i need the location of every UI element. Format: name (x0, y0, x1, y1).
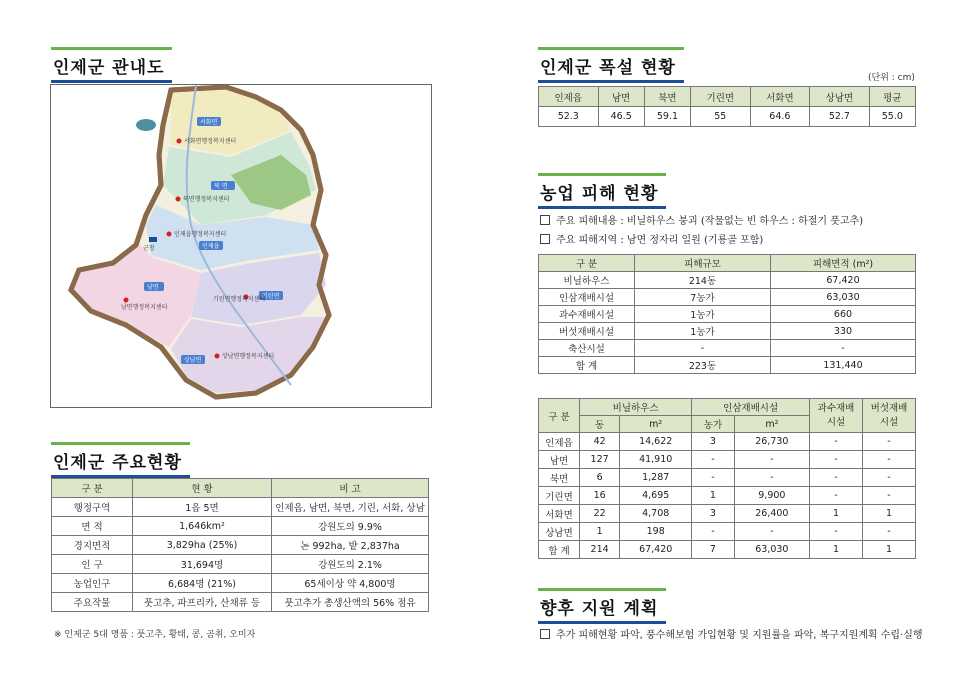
snow-value: 52.7 (810, 107, 870, 127)
office-marker-nam (124, 298, 129, 303)
detail-cell: 198 (620, 523, 692, 541)
detail-header-ginseng: 인삼재배시설 (692, 399, 810, 416)
damage-cell: 과수재배시설 (539, 306, 635, 323)
damage-header-row (539, 255, 916, 272)
plan-bullet-1 (540, 626, 923, 641)
overview-row (52, 498, 429, 517)
detail-cell: - (863, 487, 916, 505)
snow-value: 55.0 (869, 107, 915, 127)
detail-cell: 1 (580, 523, 620, 541)
snow-value: 59.1 (644, 107, 690, 127)
damage-total-cell: 131,440 (771, 357, 916, 374)
detail-cell: 22 (580, 505, 620, 523)
detail-cell: 26,400 (734, 505, 809, 523)
label-nam: 남면 (147, 284, 159, 291)
detail-cell: - (863, 433, 916, 451)
damage-row (539, 272, 916, 289)
detail-cell: 63,030 (734, 541, 809, 559)
snow-header: 서화면 (750, 87, 810, 107)
damage-heading: 농업 피해 현황 (538, 177, 666, 207)
office-marker-seohwa (177, 139, 182, 144)
detail-cell: 4,708 (620, 505, 692, 523)
overview-cell: 인 구 (52, 555, 133, 574)
detail-cell: 1 (810, 505, 863, 523)
overview-cell: 풋고추가 총생산액의 56% 점유 (272, 593, 429, 612)
overview-cell: 풋고추, 파프리카, 산채류 등 (133, 593, 272, 612)
overview-header: 구 분 (52, 479, 133, 498)
overview-header: 현 황 (133, 479, 272, 498)
detail-cell: - (863, 451, 916, 469)
overview-cell: 경지면적 (52, 536, 133, 555)
office-buk: 북면행정복지센터 (183, 196, 230, 203)
overview-row (52, 555, 429, 574)
damage-cell: 63,030 (771, 289, 916, 306)
detail-cell: 42 (580, 433, 620, 451)
detail-row (539, 505, 916, 523)
detail-cell: 1 (692, 487, 735, 505)
snow-header: 상남면 (810, 87, 870, 107)
snow-header: 평균 (869, 87, 915, 107)
detail-cell: 1 (863, 541, 916, 559)
damage-bullet-text: 주요 피해내용 : 비닐하우스 붕괴 (작물없는 빈 하우스 : 하절기 풋고추) (556, 216, 864, 227)
damage-total-cell: 합 계 (539, 357, 635, 374)
overview-row (52, 536, 429, 555)
detail-cell: 인제읍 (539, 433, 580, 451)
snow-table (538, 86, 916, 127)
detail-row (539, 451, 916, 469)
detail-cell: - (863, 469, 916, 487)
detail-cell: - (810, 523, 863, 541)
detail-subheader: m² (620, 416, 692, 433)
detail-cell: 1 (863, 505, 916, 523)
plan-bullet-text: 추가 피해현황 파악, 풍수해보험 가입현황 및 지원률을 파악, 복구지원계획 수립·실행 (556, 630, 923, 641)
overview-cell: 농업인구 (52, 574, 133, 593)
map-heading: 인제군 관내도 (51, 51, 172, 81)
detail-cell: - (734, 451, 809, 469)
overview-cell: 6,684명 (21%) (133, 574, 272, 593)
detail-subheader: 동 (580, 416, 620, 433)
damage-header: 구 분 (539, 255, 635, 272)
damage-row (539, 289, 916, 306)
detail-row (539, 487, 916, 505)
overview-cell: 인제읍, 남면, 북면, 기린, 서화, 상남 (272, 498, 429, 517)
damage-cell: - (635, 340, 771, 357)
snow-unit: (단위 : cm) (868, 73, 915, 83)
overview-row (52, 593, 429, 612)
snow-value: 52.3 (539, 107, 599, 127)
detail-subheader: m² (734, 416, 809, 433)
snow-header: 북면 (644, 87, 690, 107)
detail-header-div: 구 분 (539, 399, 580, 433)
overview-cell: 행정구역 (52, 498, 133, 517)
detail-cell: - (734, 469, 809, 487)
damage-cell: 축산시설 (539, 340, 635, 357)
office-marker-buk (176, 197, 181, 202)
office-marker-sangnam (215, 354, 220, 359)
checkbox-icon (540, 215, 550, 225)
damage-total-cell: 223동 (635, 357, 771, 374)
detail-cell: - (810, 487, 863, 505)
label-buk: 북 면 (214, 183, 228, 190)
damage-cell: 1농가 (635, 323, 771, 340)
overview-cell: 1읍 5면 (133, 498, 272, 517)
detail-cell: 7 (692, 541, 735, 559)
damage-row (539, 340, 916, 357)
overview-cell: 1,646km² (133, 517, 272, 536)
damage-header: 피해면적 (m²) (771, 255, 916, 272)
detail-cell: - (863, 523, 916, 541)
overview-cell: 면 적 (52, 517, 133, 536)
damage-cell: 330 (771, 323, 916, 340)
office-inje: 인제읍행정복지센터 (174, 231, 227, 238)
damage-cell: 1농가 (635, 306, 771, 323)
overview-cell: 강원도의 2.1% (272, 555, 429, 574)
detail-cell: - (810, 433, 863, 451)
damage-bullet-2 (540, 231, 763, 246)
overview-cell: 3,829ha (25%) (133, 536, 272, 555)
inje-county-map (50, 84, 432, 408)
overview-row (52, 517, 429, 536)
snow-value: 64.6 (750, 107, 810, 127)
detail-row (539, 523, 916, 541)
detail-row (539, 433, 916, 451)
detail-cell: 1,287 (620, 469, 692, 487)
overview-header-row (52, 479, 429, 498)
snow-value-row (539, 107, 916, 127)
detail-cell: 4,695 (620, 487, 692, 505)
detail-cell: 6 (580, 469, 620, 487)
detail-cell: 127 (580, 451, 620, 469)
snow-header-row (539, 87, 916, 107)
overview-cell: 65세이상 약 4,800명 (272, 574, 429, 593)
label-inje: 인제읍 (202, 243, 220, 250)
damage-cell: 660 (771, 306, 916, 323)
detail-cell: 14,622 (620, 433, 692, 451)
damage-row (539, 306, 916, 323)
snow-header: 인제읍 (539, 87, 599, 107)
detail-cell: 남면 (539, 451, 580, 469)
damage-table (538, 254, 916, 374)
detail-header-fruit: 과수재배 시설 (810, 399, 863, 433)
detail-header-mushroom: 버섯재배 시설 (863, 399, 916, 433)
detail-cell: - (734, 523, 809, 541)
office-nam: 남면행정복지센터 (121, 304, 168, 311)
plan-heading: 향후 지원 계획 (538, 592, 666, 622)
detail-cell: 북면 (539, 469, 580, 487)
detail-cell: 9,900 (734, 487, 809, 505)
damage-cell: 7농가 (635, 289, 771, 306)
detail-cell: - (692, 451, 735, 469)
detail-cell: 3 (692, 433, 735, 451)
detail-cell: 합 계 (539, 541, 580, 559)
office-girin: 기린면행정복지센터 (213, 296, 266, 303)
detail-cell: 1 (810, 541, 863, 559)
office-marker-inje (167, 232, 172, 237)
overview-cell: 주요작물 (52, 593, 133, 612)
detail-header-row-1 (539, 399, 916, 416)
detail-cell: 3 (692, 505, 735, 523)
checkbox-icon (540, 629, 550, 639)
checkbox-icon (540, 234, 550, 244)
overview-row (52, 574, 429, 593)
overview-cell: 논 992ha, 밭 2,837ha (272, 536, 429, 555)
detail-row (539, 469, 916, 487)
county-office-label: 군청 (143, 245, 155, 252)
detail-cell: 서화면 (539, 505, 580, 523)
snow-value: 55 (691, 107, 751, 127)
damage-bullet-text: 주요 피해지역 : 남면 정자리 일원 (기룡골 포함) (556, 235, 764, 246)
damage-header: 피해규모 (635, 255, 771, 272)
overview-table (51, 478, 429, 612)
detail-cell: 상남면 (539, 523, 580, 541)
damage-cell: 비닐하우스 (539, 272, 635, 289)
damage-bullet-1 (540, 212, 863, 227)
snow-value: 46.5 (598, 107, 644, 127)
overview-cell: 강원도의 9.9% (272, 517, 429, 536)
detail-cell: 214 (580, 541, 620, 559)
label-seohwa: 서화면 (200, 119, 218, 126)
overview-note: ※ 인제군 5대 명품 : 풋고추, 황태, 콩, 곰취, 오미자 (54, 630, 256, 640)
snow-header: 기린면 (691, 87, 751, 107)
detail-cell: - (692, 469, 735, 487)
detail-cell: - (810, 469, 863, 487)
detail-total-row (539, 541, 916, 559)
county-office-marker (149, 237, 157, 242)
damage-cell: 214동 (635, 272, 771, 289)
overview-cell: 31,694명 (133, 555, 272, 574)
detail-cell: - (692, 523, 735, 541)
label-girin: 기린면 (262, 293, 280, 300)
damage-cell: 인삼재배시설 (539, 289, 635, 306)
damage-cell: - (771, 340, 916, 357)
detail-cell: 67,420 (620, 541, 692, 559)
detail-cell: 기린면 (539, 487, 580, 505)
damage-total-row (539, 357, 916, 374)
office-seohwa: 서화면행정복지센터 (184, 138, 237, 145)
lake-shape (136, 119, 156, 131)
damage-row (539, 323, 916, 340)
snow-header: 남면 (598, 87, 644, 107)
detail-cell: 16 (580, 487, 620, 505)
overview-heading: 인제군 주요현황 (51, 446, 190, 476)
map-graphic (51, 85, 431, 407)
overview-header: 비 고 (272, 479, 429, 498)
snow-heading: 인제군 폭설 현황 (538, 51, 684, 81)
detail-header-vinyl: 비닐하우스 (580, 399, 692, 416)
damage-cell: 67,420 (771, 272, 916, 289)
label-sangnam: 상남면 (184, 357, 202, 364)
detail-table (538, 398, 916, 559)
detail-cell: - (810, 451, 863, 469)
detail-cell: 26,730 (734, 433, 809, 451)
damage-cell: 버섯재배시설 (539, 323, 635, 340)
detail-cell: 41,910 (620, 451, 692, 469)
detail-subheader: 농가 (692, 416, 735, 433)
office-sangnam: 상남면행정복지센터 (222, 353, 275, 360)
